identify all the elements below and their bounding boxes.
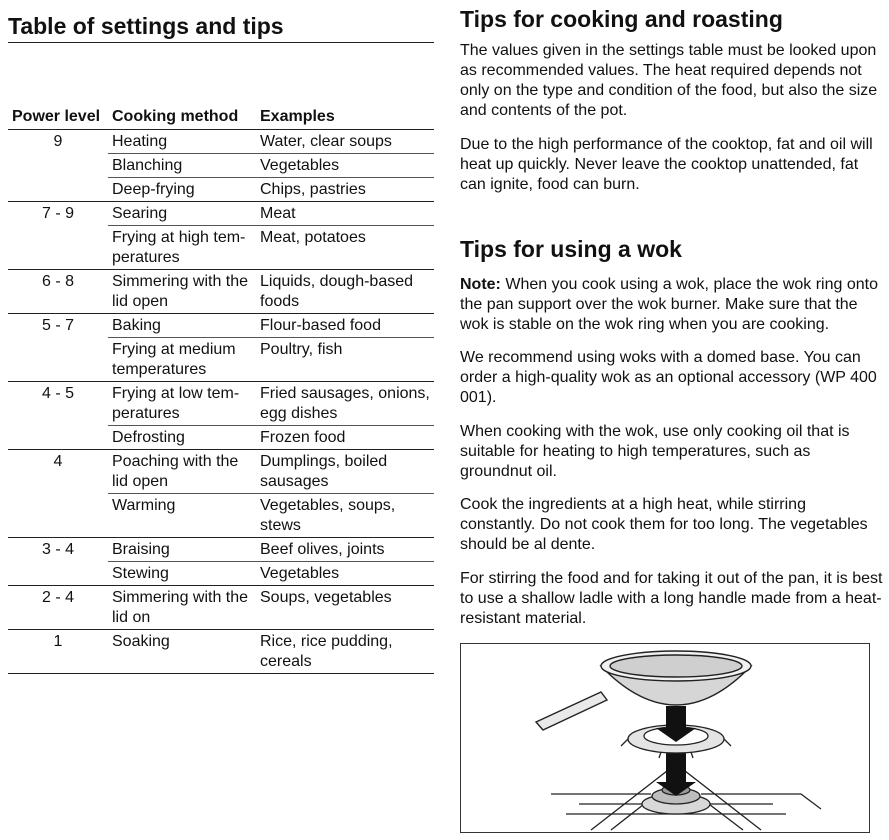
wok-note-paragraph (460, 275, 884, 335)
cooking-method-cell: Simmering with the lid on (108, 586, 256, 630)
table-row (8, 202, 434, 226)
cooking-method-cell: Warming (108, 494, 256, 538)
cooking-method-cell: Searing (108, 202, 256, 226)
cooking-method-cell: Blanching (108, 154, 256, 178)
power-level-cell: 4 - 5 (8, 382, 108, 450)
examples-cell: Beef olives, joints (256, 538, 434, 562)
table-row (8, 314, 434, 338)
cooking-paragraph-1: The values given in the settings table must be looked upon as recommended values. The heat required depends not only on the type and condition of the food, but also the size and contents of the pot. (460, 42, 878, 119)
cooking-method-cell: Braising (108, 538, 256, 562)
examples-cell: Liquids, dough-based foods (256, 270, 434, 314)
power-level-cell: 3 - 4 (8, 538, 108, 586)
power-level-cell: 1 (8, 630, 108, 674)
examples-cell: Frozen food (256, 426, 434, 450)
header-power-level: Power level (8, 106, 108, 130)
power-level-cell: 6 - 8 (8, 270, 108, 314)
cooking-method-cell: Frying at high tem-peratures (108, 226, 256, 270)
cooking-method-cell: Frying at medium temperatures (108, 338, 256, 382)
wok-placement-diagram (461, 644, 869, 832)
examples-cell: Chips, pastries (256, 178, 434, 202)
note-label: Note: (460, 276, 501, 293)
examples-cell: Water, clear soups (260, 133, 392, 150)
cooking-method-cell: Baking (108, 314, 256, 338)
examples-cell: Vegetables (256, 154, 434, 178)
wok-paragraph-2: We recommend using woks with a domed base. You can order a high-quality wok as an optional accessory (WP 400 001). (460, 349, 877, 406)
examples-cell: Meat, potatoes (256, 226, 434, 270)
wok-paragraph-5: For stirring the food and for taking it out of the pan, it is best to use a shallow ladle with a long handle made from a heat-resistant material. (460, 570, 883, 627)
examples-cell: Rice, rice pudding, cereals (256, 630, 434, 674)
cooking-paragraph-2: Due to the high performance of the cooktop, fat and oil will heat up quickly. Never leave the cooktop unattended, fat can ignite, food can burn. (460, 136, 873, 193)
power-level-cell: 4 (8, 450, 108, 538)
power-level-cell: 5 - 7 (8, 314, 108, 382)
wok-tips-title: Tips for using a wok (460, 236, 682, 262)
settings-table (8, 106, 434, 674)
cooking-method-cell: Frying at low tem-peratures (108, 382, 256, 426)
cooking-method-cell: Stewing (108, 562, 256, 586)
table-row (8, 630, 434, 674)
cooking-method-cell: Deep-frying (108, 178, 256, 202)
table-row (8, 586, 434, 630)
power-level-cell: 7 - 9 (8, 202, 108, 270)
examples-cell: Dumplings, boiled sausages (256, 450, 434, 494)
wok-paragraph-3: When cooking with the wok, use only cooking oil that is suitable for heating to high temperatures, such as groundnut oil. (460, 423, 850, 480)
cooking-method-cell: Heating (112, 133, 168, 150)
examples-cell: Meat (256, 202, 434, 226)
header-examples: Examples (256, 106, 434, 130)
header-cooking-method: Cooking method (108, 106, 256, 130)
examples-cell: Fried sausages, onions, egg dishes (256, 382, 434, 426)
table-row (8, 450, 434, 494)
cooking-method-cell: Simmering with the lid open (108, 270, 256, 314)
wok-illustration (460, 643, 870, 833)
settings-title: Table of settings and tips (8, 13, 434, 43)
cooking-tips-title: Tips for cooking and roasting (460, 6, 783, 32)
cooking-method-cell: Poaching with the lid open (108, 450, 256, 494)
cooking-method-cell: Defrosting (108, 426, 256, 450)
table-row (8, 382, 434, 426)
power-level-cell: 9 (53, 133, 63, 150)
table-row (8, 130, 434, 154)
examples-cell: Flour-based food (256, 314, 434, 338)
table-header-row (8, 106, 434, 130)
examples-cell: Vegetables, soups, stews (256, 494, 434, 538)
table-row (8, 270, 434, 314)
note-text: When you cook using a wok, place the wok ring onto the pan support over the wok burner. Make sure that the wok is stable on the wok ring when you are cooking. (460, 276, 878, 333)
examples-cell: Soups, vegetables (256, 586, 434, 630)
table-row (8, 538, 434, 562)
power-level-cell: 2 - 4 (8, 586, 108, 630)
examples-cell: Vegetables (256, 562, 434, 586)
wok-paragraph-4: Cook the ingredients at a high heat, while stirring constantly. Do not cook them for too long. The vegetables should be al dente. (460, 496, 868, 553)
wok-pan-icon (536, 651, 751, 730)
examples-cell: Poultry, fish (256, 338, 434, 382)
cooking-method-cell: Soaking (108, 630, 256, 674)
